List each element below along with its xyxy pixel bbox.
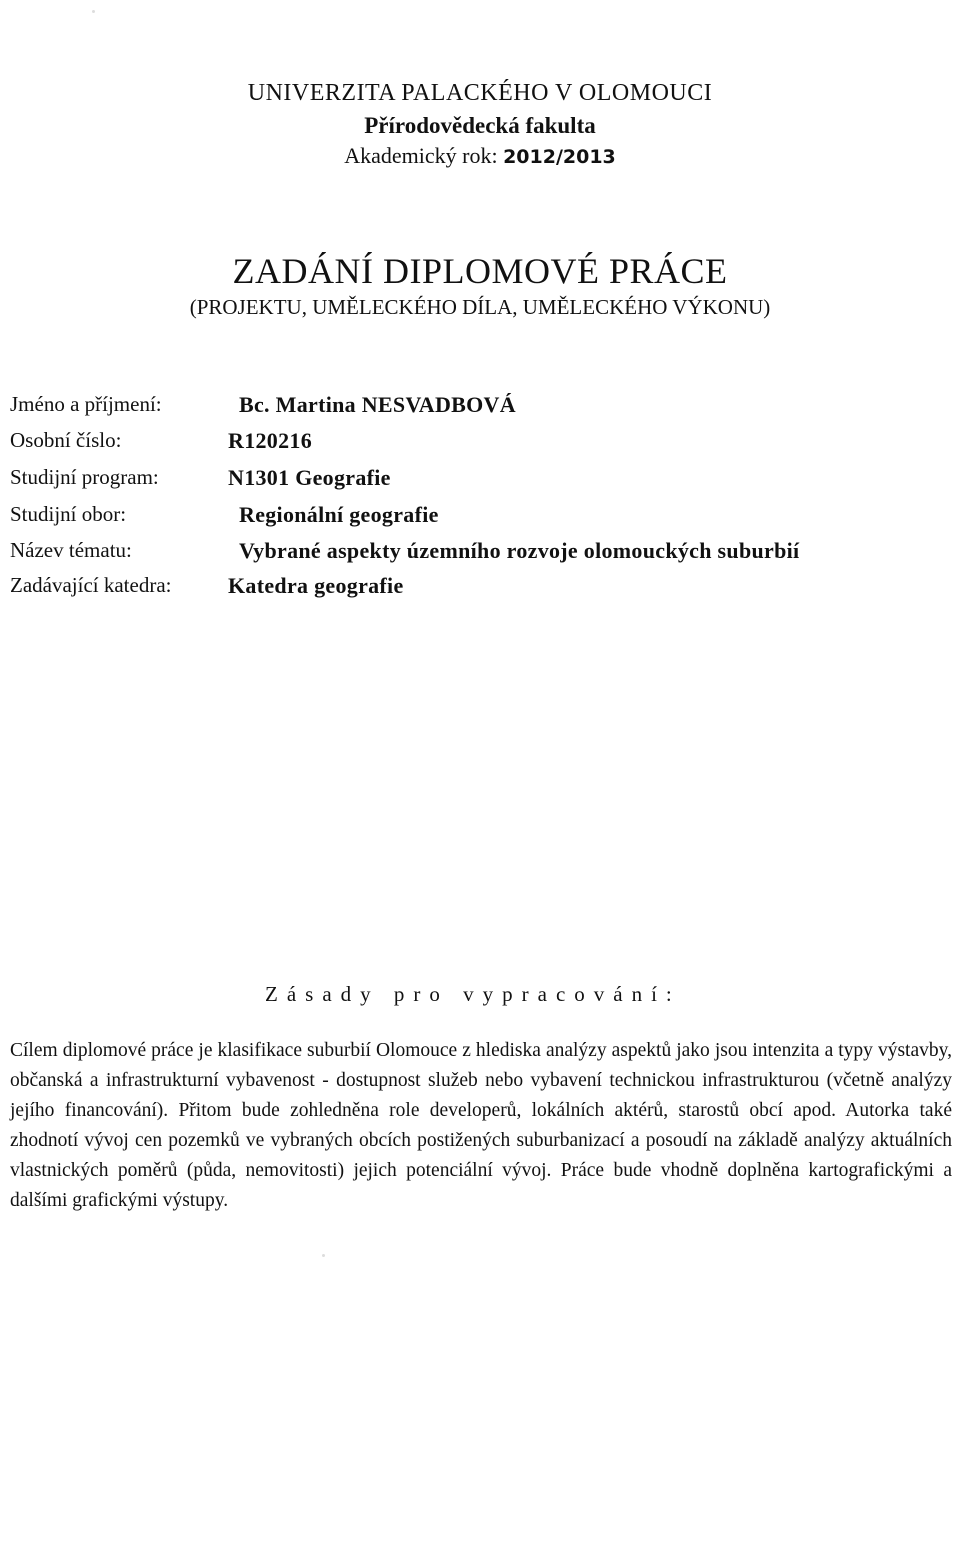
scan-speck xyxy=(92,10,95,13)
id-label: Osobní číslo: xyxy=(10,428,122,452)
topic-label: Název tématu: xyxy=(10,538,132,562)
document-subtitle: (PROJEKTU, UMĚLECKÉHO DÍLA, UMĚLECKÉHO VÝKONU) xyxy=(189,295,771,319)
name-value: Bc. Martina NESVADBOVÁ xyxy=(239,392,516,417)
field-label: Studijní obor: xyxy=(10,502,127,526)
department-label: Zadávající katedra: xyxy=(10,573,172,597)
university-name: UNIVERZITA PALACKÉHO V OLOMOUCI xyxy=(247,80,713,106)
principles-heading: Zásady pro vypracování: xyxy=(265,982,681,1006)
scan-speck xyxy=(322,1254,325,1257)
academic-year xyxy=(0,143,960,169)
name-label: Jméno a příjmení: xyxy=(10,392,162,416)
academic-year-label: Akademický rok: xyxy=(344,143,498,168)
department-value: Katedra geografie xyxy=(228,573,404,598)
topic-value: Vybrané aspekty územního rozvoje olomouckých suburbií xyxy=(239,538,800,563)
faculty-name: Přírodovědecká fakulta xyxy=(364,113,596,138)
document-title: ZADÁNÍ DIPLOMOVÉ PRÁCE xyxy=(232,251,728,291)
principles-text: Cílem diplomové práce je klasifikace suburbií Olomouce z hlediska analýzy aspektů jako jsou intenzita a typy výstavby, občanská a infrastrukturní vybavenost - dostupnost služeb nebo vybavení technickou infrastrukturou (včetně analýzy jejího financování). Přitom bude zohledněna role developerů, lokálních aktérů, starostů obcí apod. Autorka také zhodnotí vývoj cen pozemků ve vybraných obcích postižených suburbanizací a posoudí na základě analýzy aktuálních vlastnických poměrů (půda, nemovitosti) jejich potenciální vývoj. Práce bude vhodně doplněna kartografickými a dalšími grafickými výstupy. xyxy=(10,1040,952,1211)
program-label: Studijní program: xyxy=(10,465,159,489)
field-value: Regionální geografie xyxy=(239,502,439,527)
id-value: R120216 xyxy=(228,428,312,453)
academic-year-value: 2012/2013 xyxy=(503,146,616,168)
program-value: N1301 Geografie xyxy=(228,465,391,490)
